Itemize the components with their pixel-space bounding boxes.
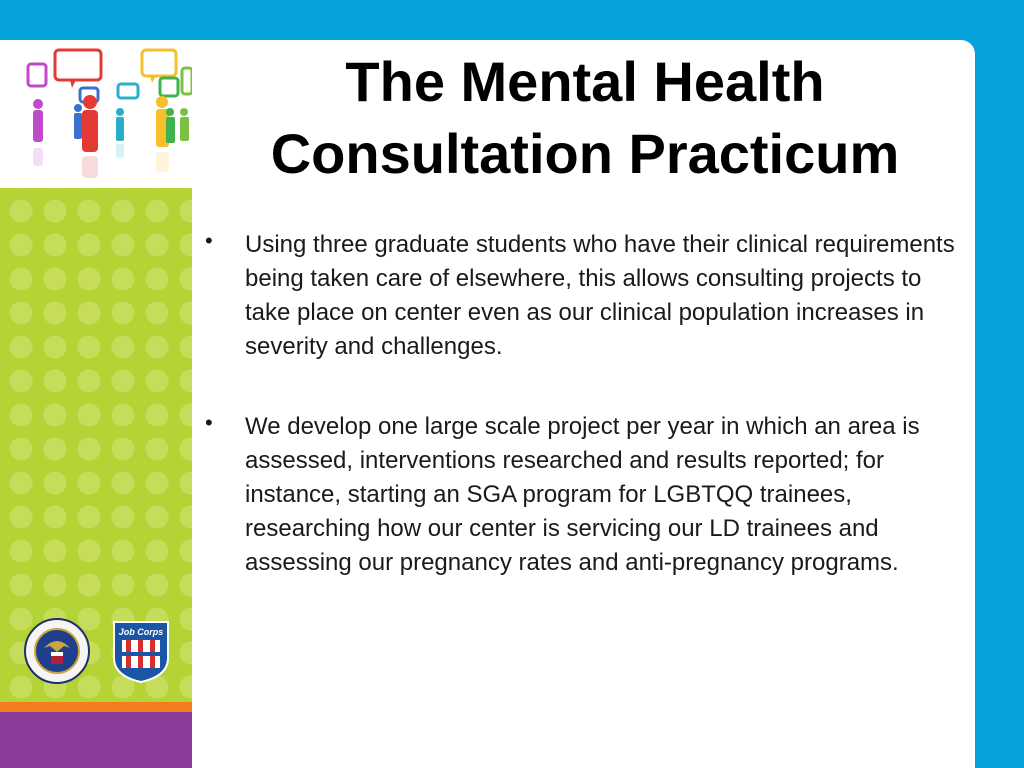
department-of-labor-seal-logo <box>24 618 90 684</box>
slide-title <box>200 46 970 190</box>
job-corps-shield-icon <box>108 618 174 684</box>
bullet-text: We develop one large scale project per year in which an area is assessed, interventions researched and results reported; for instance, starting an SGA program for LGBTQQ trainees, researching how our center is servicing our LD trainees and assessing our pregnancy rates and anti-pregnancy programs. <box>245 413 920 576</box>
slide-title-line-2: Consultation Practicum <box>270 122 900 185</box>
left-decoration-strip <box>0 40 192 768</box>
dol-seal-icon <box>24 618 90 684</box>
bullet-item <box>205 228 965 364</box>
slide-title-line-1: The Mental Health <box>345 50 825 113</box>
job-corps-logo-text: Job Corps <box>118 627 164 637</box>
orange-accent-bar <box>0 702 192 712</box>
people-speech-bubbles-illustration <box>0 40 192 188</box>
bullet-item <box>205 410 965 580</box>
bullet-list <box>205 228 965 580</box>
bullet-dot-icon: • <box>205 228 213 253</box>
purple-footer-bar <box>0 712 192 768</box>
job-corps-logo <box>108 618 174 684</box>
people-talking-icon <box>0 40 192 188</box>
bullet-dot-icon: • <box>205 410 213 435</box>
bullet-text: Using three graduate students who have their clinical requirements being taken care of elsewhere, this allows consulting projects to take place on center even as our clinical population increases in severity and challenges. <box>245 231 955 360</box>
